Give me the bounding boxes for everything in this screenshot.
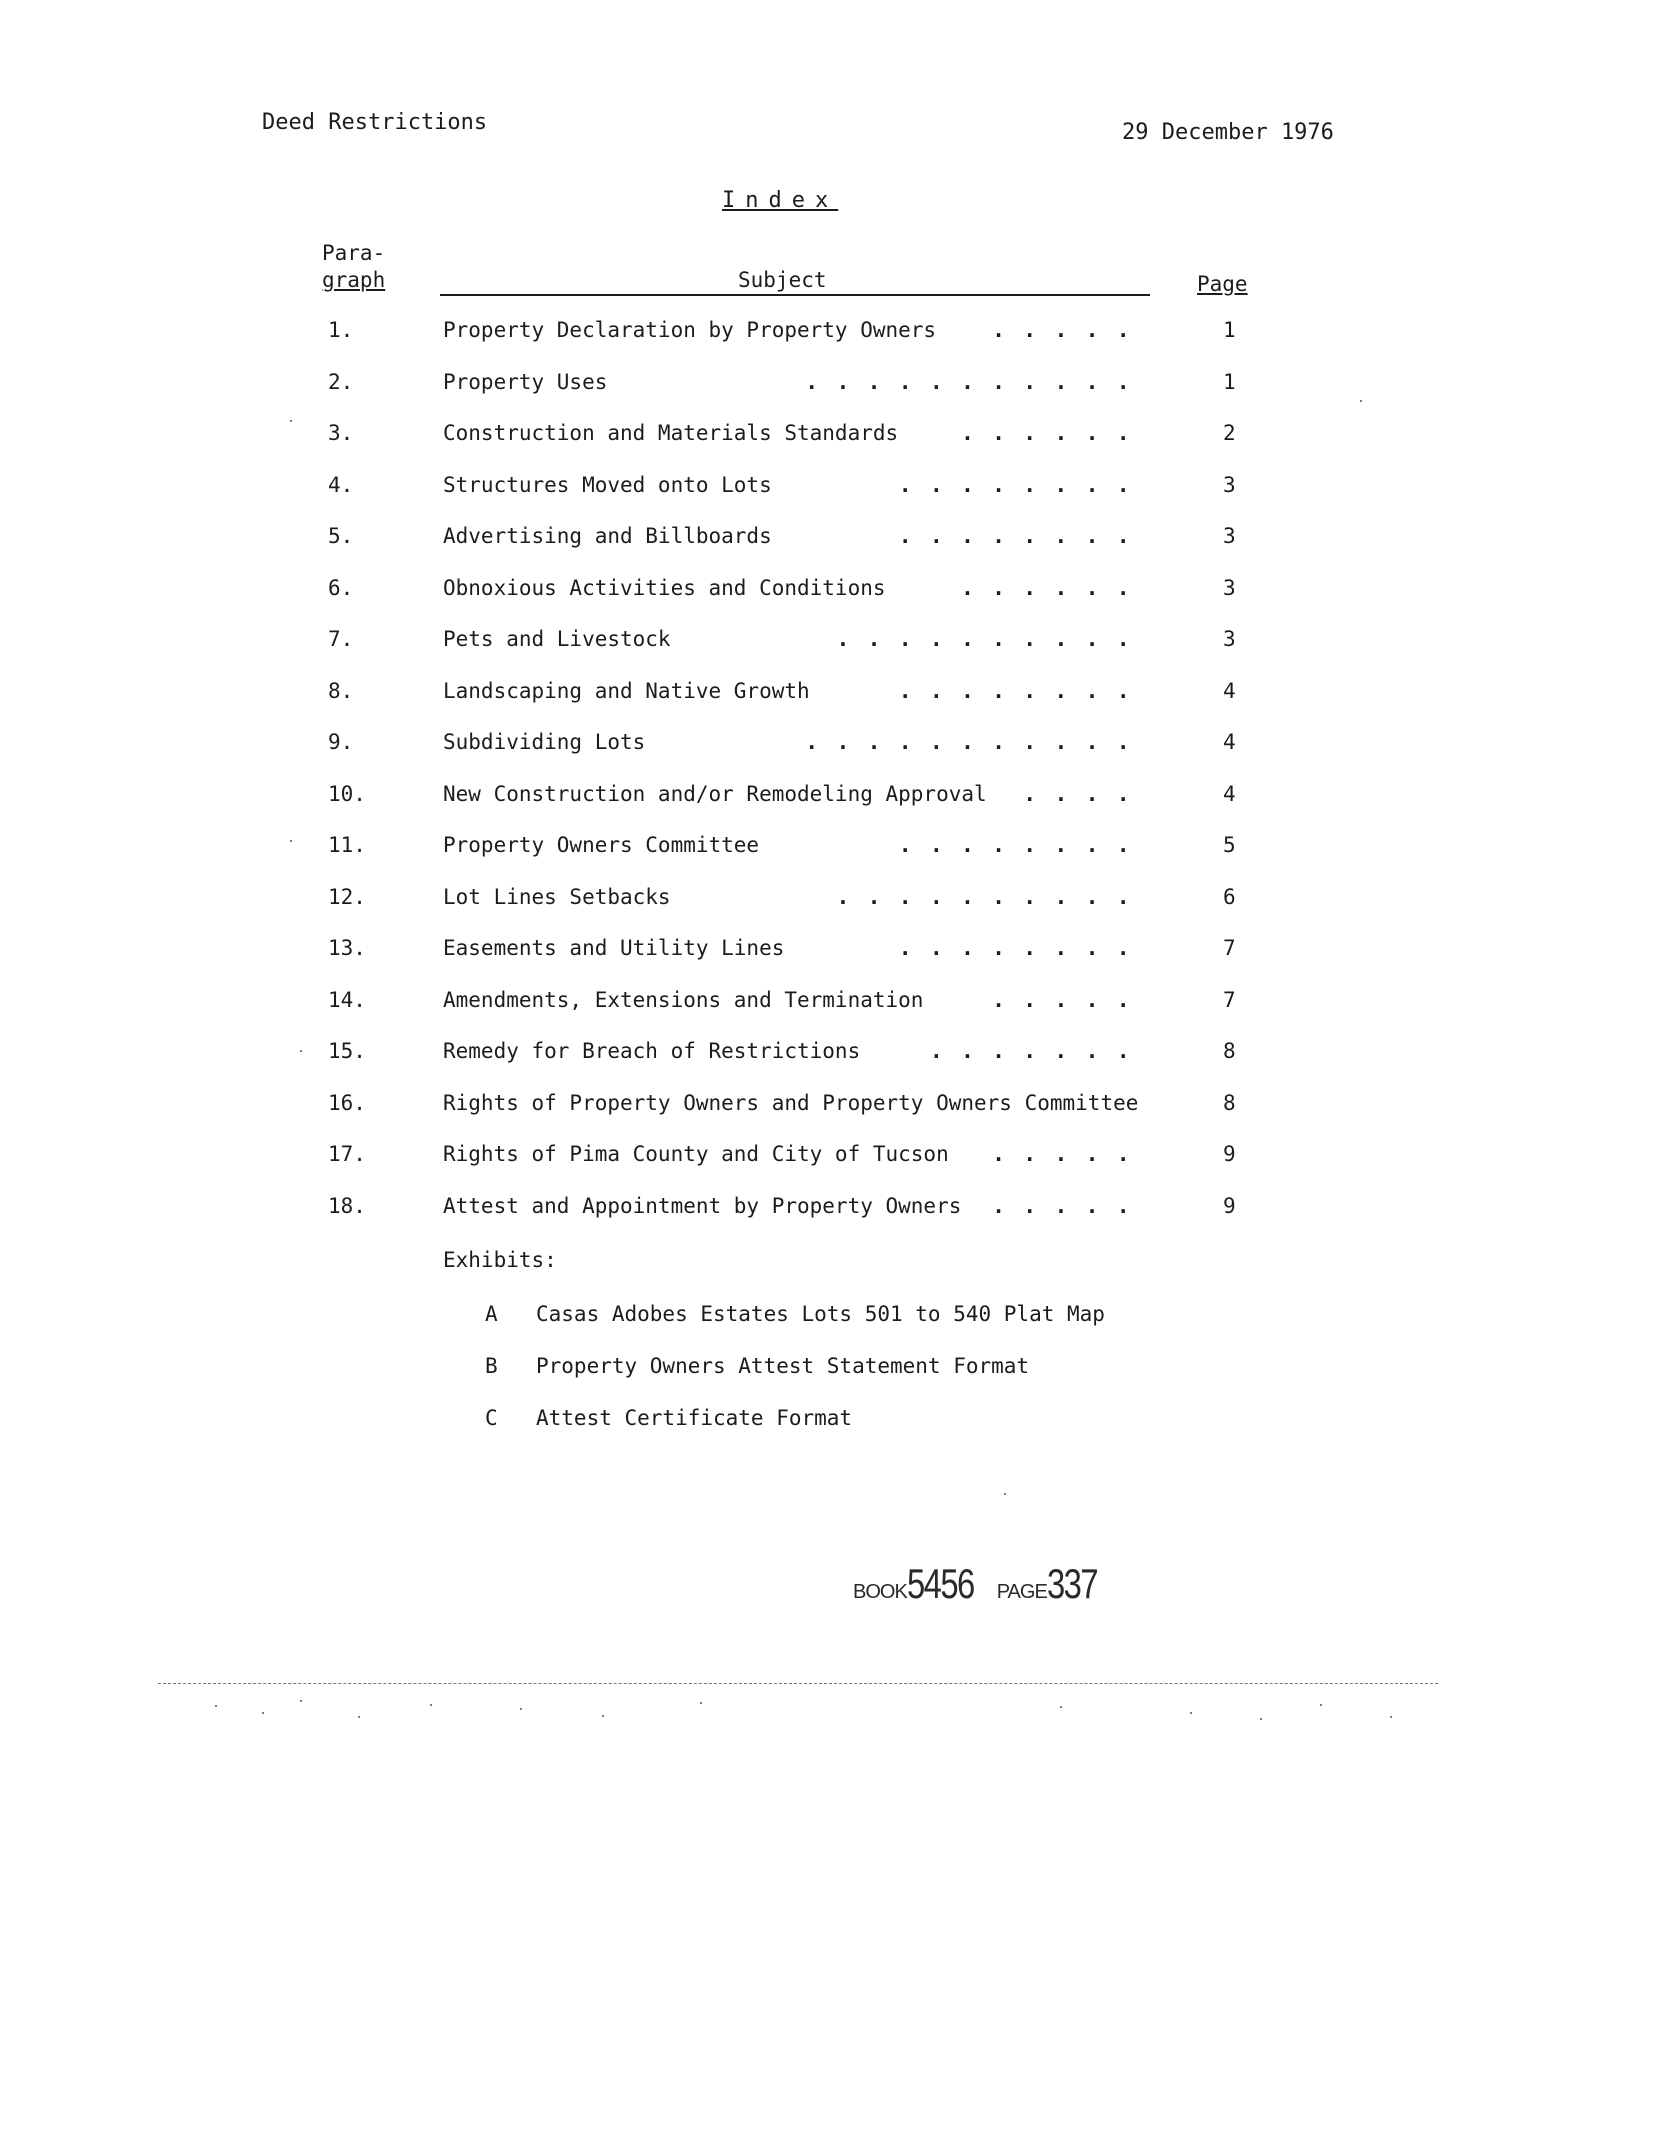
entry-page-number: 6 — [1223, 885, 1236, 909]
stamp-book-label: BOOK — [853, 1581, 907, 1603]
index-entry-row — [0, 679, 1664, 719]
entry-subject: Obnoxious Activities and Conditions — [443, 576, 886, 600]
entry-page-number: 1 — [1223, 370, 1236, 394]
entry-subject: Landscaping and Native Growth — [443, 679, 810, 703]
scan-speck — [300, 1050, 302, 1052]
entry-paragraph-number: 15. — [328, 1039, 366, 1063]
entry-subject: Attest and Appointment by Property Owners — [443, 1194, 962, 1218]
index-entry-row — [0, 936, 1664, 976]
index-entry-row — [0, 1142, 1664, 1182]
index-entry-row — [0, 1039, 1664, 1079]
index-entry-row — [0, 473, 1664, 513]
entry-dot-leader: .... — [1023, 782, 1148, 806]
entry-subject: Easements and Utility Lines — [443, 936, 785, 960]
stamp-book-number: 5456 — [906, 1560, 974, 1607]
paragraph-header-line2: graph — [322, 268, 386, 292]
entry-dot-leader: ..... — [992, 988, 1148, 1012]
entry-paragraph-number: 7. — [328, 627, 354, 651]
entry-paragraph-number: 14. — [328, 988, 366, 1012]
entry-page-number: 8 — [1223, 1039, 1236, 1063]
entry-dot-leader: ..... — [992, 1194, 1148, 1218]
scan-speck — [602, 1715, 604, 1717]
index-entry-row — [0, 421, 1664, 461]
exhibit-letter: B — [485, 1354, 498, 1378]
subject-column-header: Subject — [738, 268, 827, 292]
entry-page-number: 4 — [1223, 730, 1236, 754]
scan-speck — [430, 1704, 432, 1706]
scan-speck — [700, 1702, 702, 1704]
index-entry-row — [0, 576, 1664, 616]
entry-paragraph-number: 17. — [328, 1142, 366, 1166]
entry-paragraph-number: 16. — [328, 1091, 366, 1115]
entry-dot-leader: ........ — [898, 679, 1148, 703]
entry-dot-leader: ........ — [898, 833, 1148, 857]
entry-dot-leader: ........ — [898, 524, 1148, 548]
entry-subject: Structures Moved onto Lots — [443, 473, 772, 497]
exhibit-text: Casas Adobes Estates Lots 501 to 540 Plat Map — [536, 1302, 1105, 1326]
entry-page-number: 4 — [1223, 679, 1236, 703]
entry-page-number: 9 — [1223, 1142, 1236, 1166]
index-entry-row — [0, 885, 1664, 925]
scan-speck — [1320, 1704, 1322, 1706]
index-entry-row — [0, 370, 1664, 410]
entry-dot-leader: ...... — [961, 421, 1148, 445]
entry-dot-leader: ........ — [898, 936, 1148, 960]
scan-speck — [520, 1708, 522, 1710]
index-entry-row — [0, 1091, 1664, 1131]
entry-paragraph-number: 11. — [328, 833, 366, 857]
book-page-stamp — [853, 1560, 1111, 1608]
entry-dot-leader: ..... — [992, 1142, 1148, 1166]
entry-page-number: 2 — [1223, 421, 1236, 445]
entry-dot-leader: ....... — [929, 1039, 1148, 1063]
scan-speck — [1060, 1706, 1062, 1708]
index-heading: Index — [722, 188, 839, 213]
scan-speck — [1260, 1718, 1262, 1720]
index-entry-row — [0, 730, 1664, 770]
entry-subject: Pets and Livestock — [443, 627, 671, 651]
entry-paragraph-number: 18. — [328, 1194, 366, 1218]
entry-subject: Property Declaration by Property Owners — [443, 318, 937, 342]
entry-subject: Construction and Materials Standards — [443, 421, 899, 445]
bottom-page-edge-rule — [158, 1683, 1438, 1684]
entry-dot-leader: .......... — [836, 885, 1148, 909]
entry-subject: Rights of Property Owners and Property Owners Committee — [443, 1091, 1139, 1115]
entry-paragraph-number: 13. — [328, 936, 366, 960]
entry-page-number: 7 — [1223, 988, 1236, 1012]
scan-speck — [1390, 1716, 1392, 1718]
entry-page-number: 8 — [1223, 1091, 1236, 1115]
entry-subject: Rights of Pima County and City of Tucson — [443, 1142, 949, 1166]
entry-paragraph-number: 3. — [328, 421, 354, 445]
scan-speck — [290, 840, 292, 842]
entry-paragraph-number: 6. — [328, 576, 354, 600]
exhibit-text: Attest Certificate Format — [536, 1406, 853, 1430]
entry-page-number: 3 — [1223, 627, 1236, 651]
scan-speck — [1190, 1712, 1192, 1714]
stamp-page-label: PAGE — [996, 1581, 1047, 1603]
entry-page-number: 3 — [1223, 524, 1236, 548]
entry-paragraph-number: 5. — [328, 524, 354, 548]
scan-speck — [358, 1716, 360, 1718]
index-entry-row — [0, 318, 1664, 358]
exhibits-label: Exhibits: — [443, 1248, 557, 1272]
exhibit-text: Property Owners Attest Statement Format — [536, 1354, 1030, 1378]
page-column-header: Page — [1197, 272, 1248, 296]
index-entry-row — [0, 988, 1664, 1028]
entry-paragraph-number: 10. — [328, 782, 366, 806]
exhibit-letter: C — [485, 1406, 498, 1430]
entry-paragraph-number: 8. — [328, 679, 354, 703]
entry-dot-leader: ........... — [805, 370, 1148, 394]
subject-header-rule — [440, 294, 1150, 296]
entry-page-number: 5 — [1223, 833, 1236, 857]
entry-page-number: 1 — [1223, 318, 1236, 342]
entry-subject: Property Uses — [443, 370, 608, 394]
scan-speck — [1360, 400, 1362, 402]
entry-dot-leader: .......... — [836, 627, 1148, 651]
scan-speck — [215, 1705, 217, 1707]
paragraph-column-header — [322, 240, 385, 294]
entry-page-number: 4 — [1223, 782, 1236, 806]
entry-subject: Subdividing Lots — [443, 730, 646, 754]
scan-speck — [300, 1700, 302, 1702]
index-entry-row — [0, 782, 1664, 822]
entry-subject: Amendments, Extensions and Termination — [443, 988, 924, 1012]
scan-speck — [262, 1712, 264, 1714]
index-entry-row — [0, 524, 1664, 564]
scan-speck — [1004, 1493, 1006, 1495]
index-entry-row — [0, 833, 1664, 873]
index-entry-row — [0, 627, 1664, 667]
scan-speck — [290, 420, 292, 422]
index-entry-row — [0, 1194, 1664, 1234]
entry-dot-leader: ..... — [992, 318, 1148, 342]
entry-dot-leader: ...... — [961, 576, 1148, 600]
stamp-page-number: 337 — [1046, 1560, 1097, 1607]
entry-subject: Advertising and Billboards — [443, 524, 772, 548]
entry-page-number: 3 — [1223, 576, 1236, 600]
entry-page-number: 7 — [1223, 936, 1236, 960]
entry-paragraph-number: 2. — [328, 370, 354, 394]
entry-paragraph-number: 1. — [328, 318, 354, 342]
entry-page-number: 3 — [1223, 473, 1236, 497]
paragraph-header-line1: Para- — [322, 241, 386, 265]
entry-dot-leader: ........ — [898, 473, 1148, 497]
entry-subject: Property Owners Committee — [443, 833, 760, 857]
document-date: 29 December 1976 — [1122, 120, 1334, 145]
entry-paragraph-number: 9. — [328, 730, 354, 754]
entry-page-number: 9 — [1223, 1194, 1236, 1218]
entry-subject: Remedy for Breach of Restrictions — [443, 1039, 861, 1063]
entry-dot-leader: ........... — [805, 730, 1148, 754]
entry-paragraph-number: 4. — [328, 473, 354, 497]
entry-paragraph-number: 12. — [328, 885, 366, 909]
exhibit-letter: A — [485, 1302, 498, 1326]
entry-subject: Lot Lines Setbacks — [443, 885, 671, 909]
document-title: Deed Restrictions — [262, 110, 488, 135]
entry-subject: New Construction and/or Remodeling Approval — [443, 782, 987, 806]
